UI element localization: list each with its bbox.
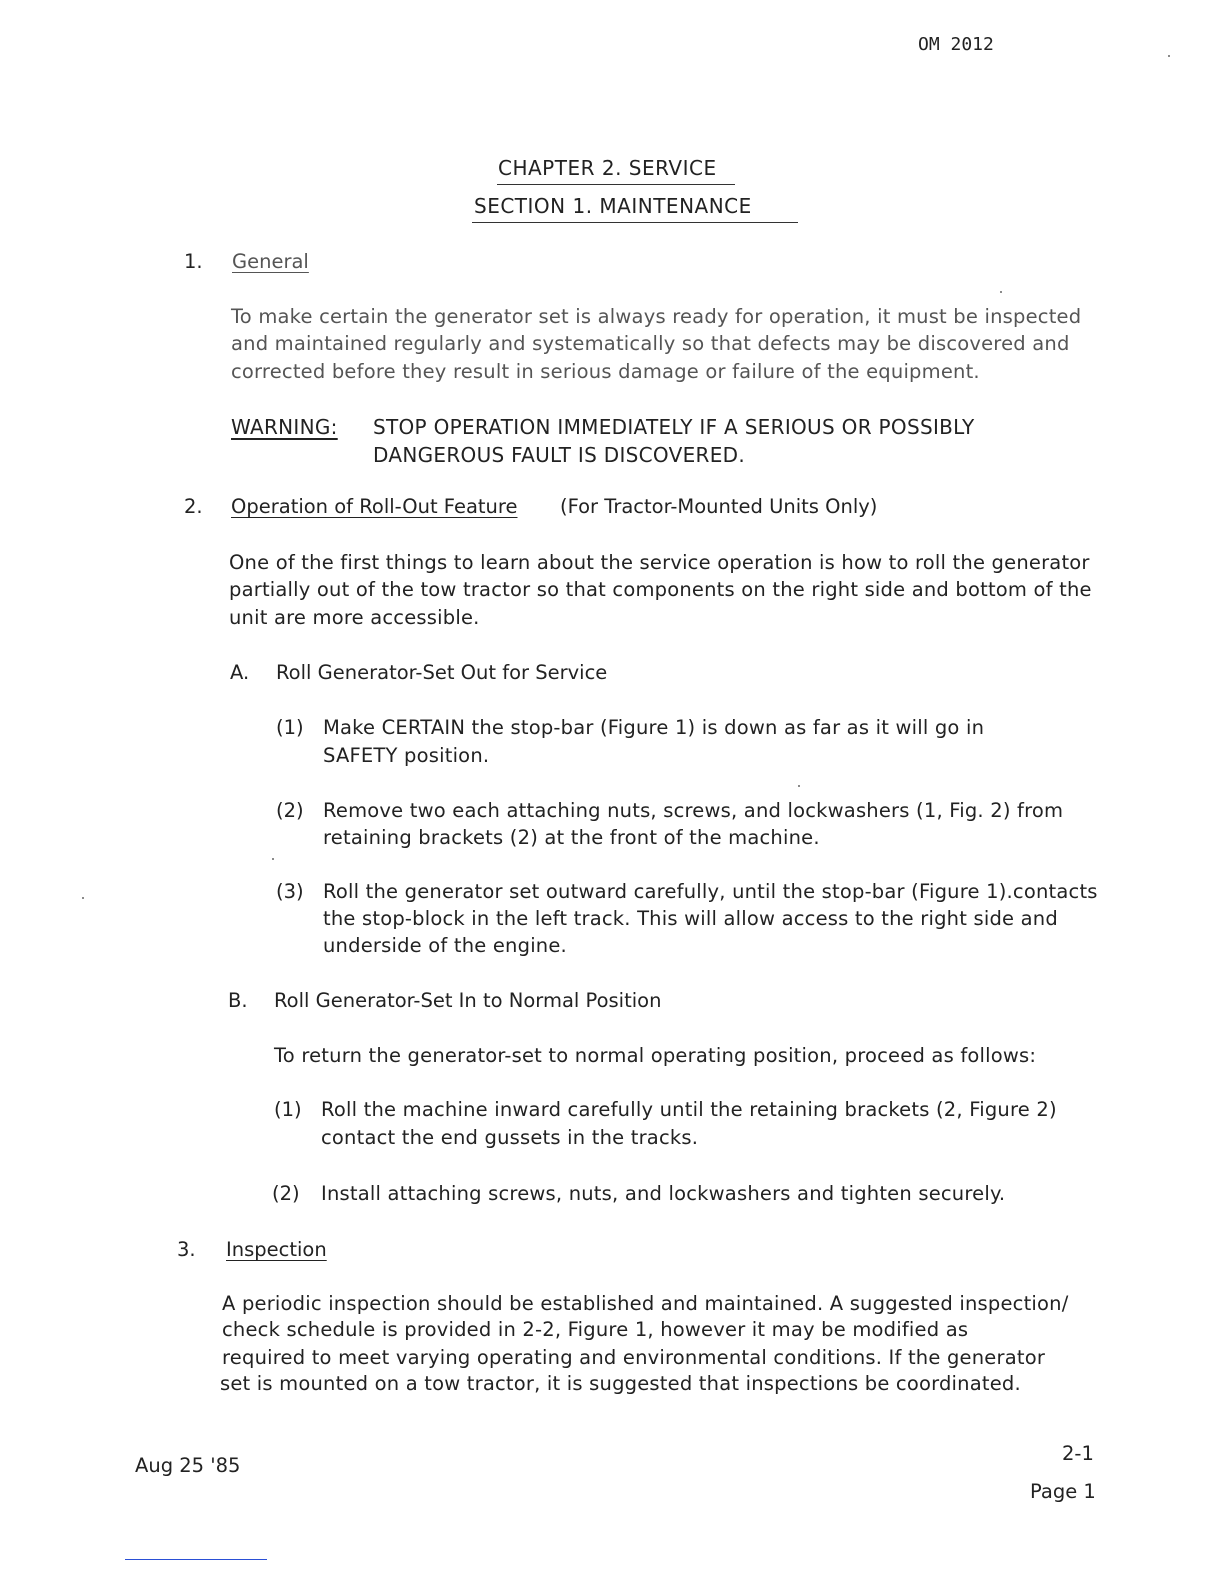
step-a2-line-2: retaining brackets (2) at the front of the machine.: [323, 826, 820, 849]
scan-speck: [1168, 55, 1170, 57]
section-number-inspection: 3.: [177, 1238, 196, 1261]
step-b2-line-1: Install attaching screws, nuts, and lockwashers and tighten securely.: [321, 1182, 1006, 1205]
step-a3-line-3: underside of the engine.: [323, 934, 567, 957]
step-a1-line-2: SAFETY position.: [323, 744, 490, 767]
inspection-line-3: required to meet varying operating and environmental conditions. If the generator: [222, 1346, 1046, 1369]
warning-line-1: STOP OPERATION IMMEDIATELY IF A SERIOUS OR POSSIBLY: [373, 415, 975, 439]
heading-inspection: Inspection: [226, 1238, 327, 1261]
step-a3-line-2: the stop-block in the left track. This will allow access to the right side and: [323, 907, 1058, 930]
inspection-line-1: A periodic inspection should be established and maintained. A suggested inspection/: [222, 1292, 1069, 1315]
footer-date: Aug 25 '85: [135, 1454, 241, 1477]
step-a2-line-1: Remove two each attaching nuts, screws, and lockwashers (1, Fig. 2) from: [323, 799, 1064, 822]
rollout-intro-line-2: partially out of the tow tractor so that components on the right side and bottom of the: [229, 578, 1092, 601]
footer-page-label: Page 1: [1030, 1480, 1096, 1503]
scan-speck: [272, 858, 274, 860]
step-a3-number: (3): [276, 880, 304, 903]
rollout-intro-line-1: One of the first things to learn about the service operation is how to roll the generator: [229, 551, 1090, 574]
footer-page-ref: 2-1: [1062, 1442, 1094, 1465]
step-a2-number: (2): [276, 799, 304, 822]
general-line-2: and maintained regularly and systematically so that defects may be discovered and: [231, 332, 1070, 355]
section-number-rollout: 2.: [184, 495, 203, 518]
step-b1-line-1: Roll the machine inward carefully until the retaining brackets (2, Figure 2): [321, 1098, 1057, 1121]
general-line-1: To make certain the generator set is always ready for operation, it must be inspected: [231, 305, 1082, 328]
heading-rollout: Operation of Roll-Out Feature: [231, 495, 518, 518]
document-code: OM 2012: [918, 34, 994, 55]
scan-edge-line: [125, 1559, 267, 1560]
inspection-line-2: check schedule is provided in 2-2, Figure 1, however it may be modified as: [222, 1318, 969, 1341]
step-b1-number: (1): [274, 1098, 302, 1121]
general-line-3: corrected before they result in serious damage or failure of the equipment.: [231, 360, 980, 383]
scan-speck: [1000, 291, 1002, 293]
step-a3-line-1: Roll the generator set outward carefully, until the stop-bar (Figure 1).contacts: [323, 880, 1098, 903]
heading-general: General: [232, 250, 309, 273]
subsection-a-letter: A.: [230, 661, 250, 684]
inspection-line-4: set is mounted on a tow tractor, it is suggested that inspections be coordinated.: [220, 1372, 1021, 1395]
heading-rollout-note: (For Tractor-Mounted Units Only): [560, 495, 878, 518]
scan-speck: [82, 897, 84, 899]
section-number-general: 1.: [184, 250, 203, 273]
rollout-intro-line-3: unit are more accessible.: [229, 606, 480, 629]
subsection-a-title: Roll Generator-Set Out for Service: [276, 661, 608, 684]
scan-speck: [798, 785, 800, 787]
step-b1-line-2: contact the end gussets in the tracks.: [321, 1126, 699, 1149]
step-a1-line-1: Make CERTAIN the stop-bar (Figure 1) is down as far as it will go in: [323, 716, 985, 739]
subsection-b-title: Roll Generator-Set In to Normal Position: [274, 989, 662, 1012]
section-title: SECTION 1. MAINTENANCE: [474, 194, 752, 218]
warning-line-2: DANGEROUS FAULT IS DISCOVERED.: [373, 443, 746, 467]
warning-label: WARNING:: [231, 415, 338, 439]
step-a1-number: (1): [276, 716, 304, 739]
step-b2-number: (2): [272, 1182, 300, 1205]
chapter-title: CHAPTER 2. SERVICE: [498, 156, 717, 180]
subsection-b-letter: B.: [228, 989, 248, 1012]
subsection-b-intro: To return the generator-set to normal operating position, proceed as follows:: [274, 1044, 1037, 1067]
